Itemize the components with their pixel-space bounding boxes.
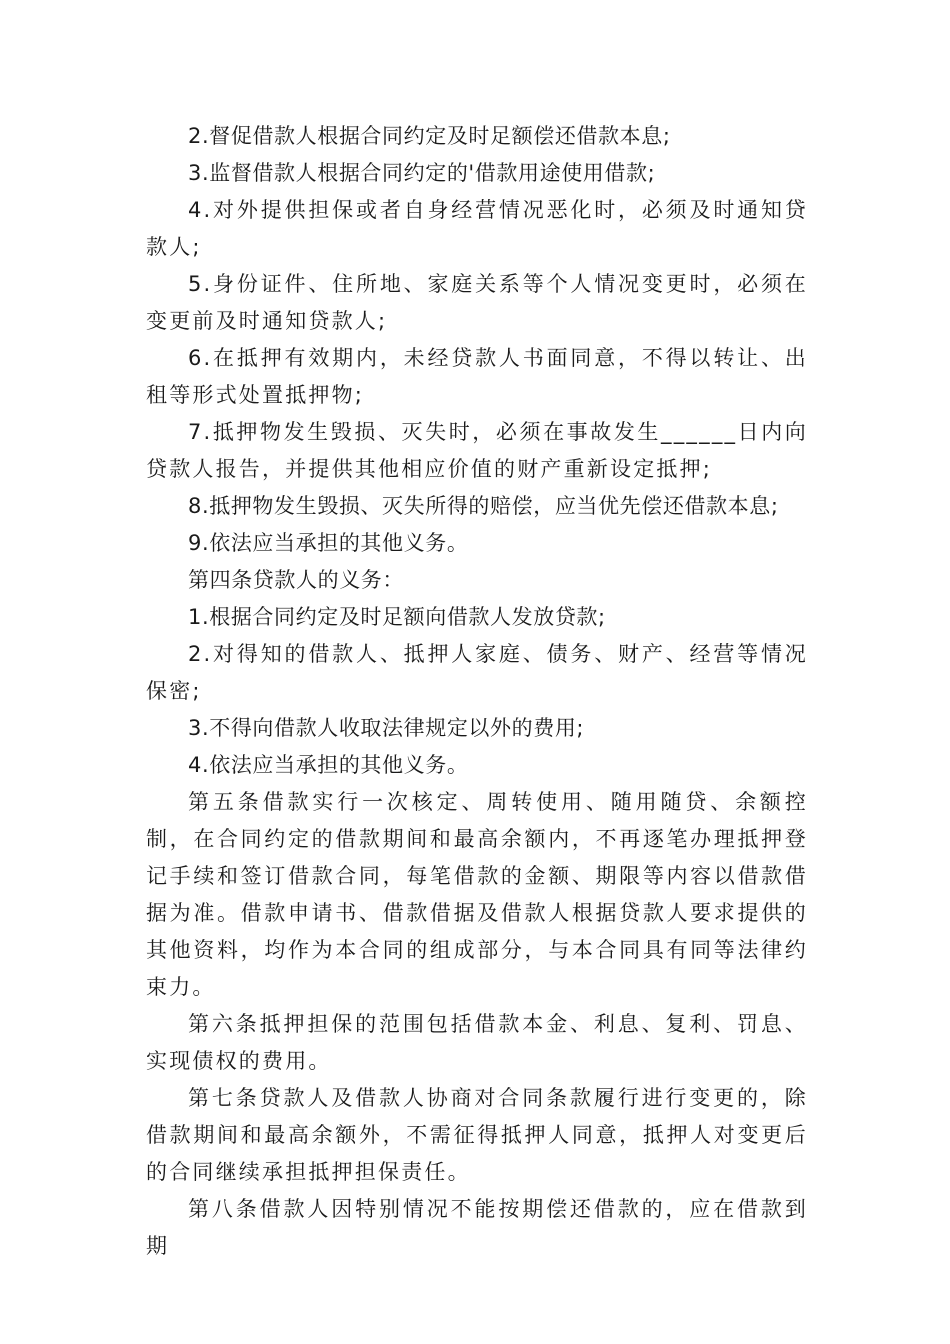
- article-8-paragraph: 第八条借款人因特别情况不能按期偿还借款的，应在借款到期: [146, 1197, 808, 1258]
- document-page: [146, 118, 808, 1265]
- paragraph-lender-duty-3: 3.不得向借款人收取法律规定以外的费用;: [188, 716, 585, 740]
- paragraph-obligation-4: 4.对外提供担保或者自身经营情况恶化时，必须及时通知贷款人;: [146, 198, 808, 259]
- paragraph-obligation-8: 8.抵押物发生毁损、灭失所得的赔偿，应当优先偿还借款本息;: [188, 494, 779, 518]
- paragraph-lender-duty-2: 2.对得知的借款人、抵押人家庭、债务、财产、经营等情况保密;: [146, 642, 808, 703]
- article-6-paragraph: 第六条抵押担保的范围包括借款本金、利息、复利、罚息、实现债权的费用。: [146, 1012, 808, 1073]
- article-5-paragraph: 第五条借款实行一次核定、周转使用、随用随贷、余额控制，在合同约定的借款期间和最高余额内，不再逐笔办理抵押登记手续和签订借款合同，每笔借款的金额、期限等内容以借款借据为准。借款申请书、借款借据及借款人根据贷款人要求提供的其他资料，均作为本合同的组成部分，与本合同具有同等法律约束力。: [146, 790, 808, 999]
- article-7-paragraph: 第七条贷款人及借款人协商对合同条款履行进行变更的，除借款期间和最高余额外，不需征得抵押人同意，抵押人对变更后的合同继续承担抵押担保责任。: [146, 1086, 808, 1184]
- paragraph-lender-duty-1: 1.根据合同约定及时足额向借款人发放贷款;: [188, 605, 606, 629]
- paragraph-obligation-9: 9.依法应当承担的其他义务。: [188, 531, 469, 555]
- paragraph-lender-duty-4: 4.依法应当承担的其他义务。: [188, 753, 469, 777]
- paragraph-obligation-6: 6.在抵押有效期内，未经贷款人书面同意，不得以转让、出租等形式处置抵押物;: [146, 346, 808, 407]
- article-4-heading: 第四条贷款人的义务：: [188, 568, 404, 592]
- paragraph-obligation-2: 2.督促借款人根据合同约定及时足额偿还借款本息;: [188, 124, 671, 148]
- paragraph-obligation-5: 5.身份证件、住所地、家庭关系等个人情况变更时，必须在变更前及时通知贷款人;: [146, 272, 808, 333]
- paragraph-obligation-3: 3.监督借款人根据合同约定的'借款用途使用借款;: [188, 161, 656, 185]
- paragraph-obligation-7: 7.抵押物发生毁损、灭失时，必须在事故发生______日内向贷款人报告，并提供其他相应价值的财产重新设定抵押;: [146, 420, 808, 481]
